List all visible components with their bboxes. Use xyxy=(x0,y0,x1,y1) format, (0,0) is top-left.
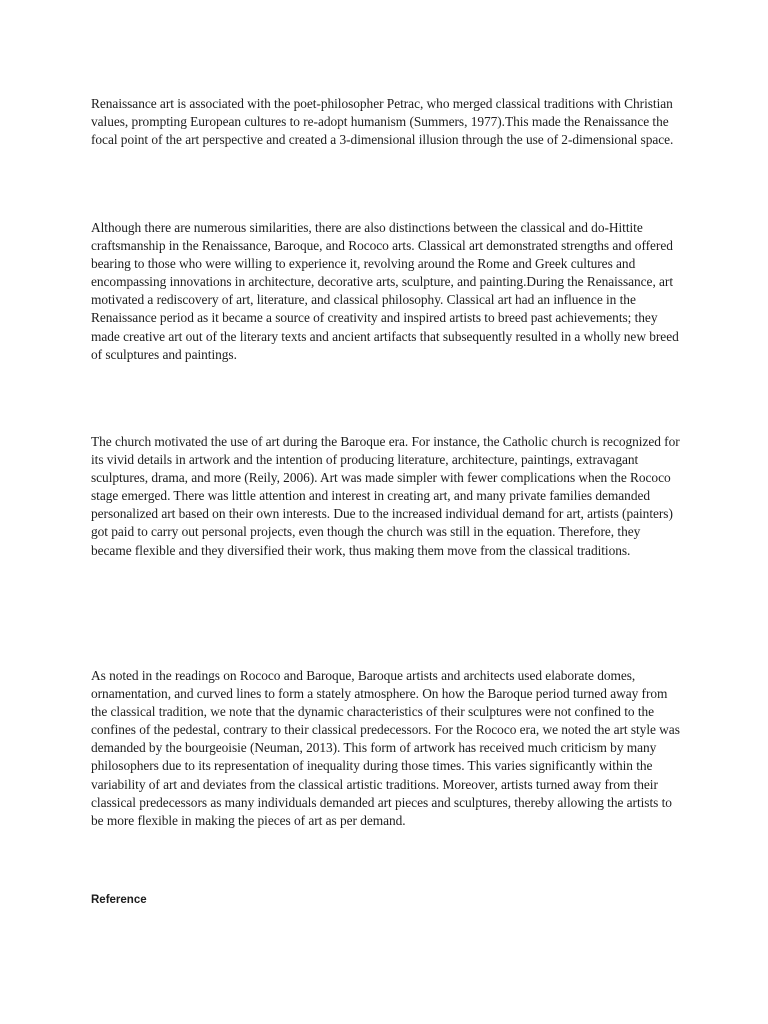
reference-heading: Reference xyxy=(91,894,147,906)
paragraph-church-baroque: The church motivated the use of art during the Baroque era. For instance, the Catholic church is recognized for its vivid details in artwork and the intention of producing literature, architecture, paintings, extravagant sculptures, drama, and more (Reily, 2006). Art was made simpler with fewer complications when the Rococo stage emerged. There was little attention and interest in creating art, and many private families demanded personalized art based on their own interests. Due to the increased individual demand for art, artists (painters) got paid to carry out personal projects, even though the church was still in the equation. Therefore, they became flexible and they diversified their work, thus making them move from the classical traditions. xyxy=(91,434,680,558)
paragraph-rococo-baroque: As noted in the readings on Rococo and Baroque, Baroque artists and architects used elaborate domes, ornamentation, and curved lines to form a stately atmosphere. On how the Baroque period turned away from the classical tradition, we note that the dynamic characteristics of their sculptures were not confined to the confines of the pedestal, contrary to their classical predecessors. For the Rococo era, we noted the art style was demanded by the bourgeoisie (Neuman, 2013). This form of artwork has received much criticism by many philosophers due to its representation of inequality during those times. This varies significantly within the variability of art and deviates from the classical artistic traditions. Moreover, artists turned away from their classical predecessors as many individuals demanded art pieces and sculptures, thereby allowing the artists to be more flexible in making the pieces of art as per demand. xyxy=(91,668,680,828)
paragraph-renaissance: Renaissance art is associated with the poet-philosopher Petrac, who merged classical traditions with Christian values, prompting European cultures to re-adopt humanism (Summers, 1977).This made the Renaissance the focal point of the art perspective and created a 3-dimensional illusion through the use of 2-dimensional space. xyxy=(91,96,674,148)
paragraph-similarities: Although there are numerous similarities, there are also distinctions between the classical and do-Hittite craftsmanship in the Renaissance, Baroque, and Rococo arts. Classical art demonstrated strengths and offered bearing to those who were willing to experience it, revolving around the Rome and Greek cultures and encompassing innovations in architecture, decorative arts, sculpture, and painting.During the Renaissance, art motivated a rediscovery of art, literature, and classical philosophy. Classical art had an influence in the Renaissance period as it became a source of creativity and inspired artists to breed past achievements; they made creative art out of the literary texts and ancient artifacts that subsequently resulted in a wholly new breed of sculptures and paintings. xyxy=(91,220,679,362)
